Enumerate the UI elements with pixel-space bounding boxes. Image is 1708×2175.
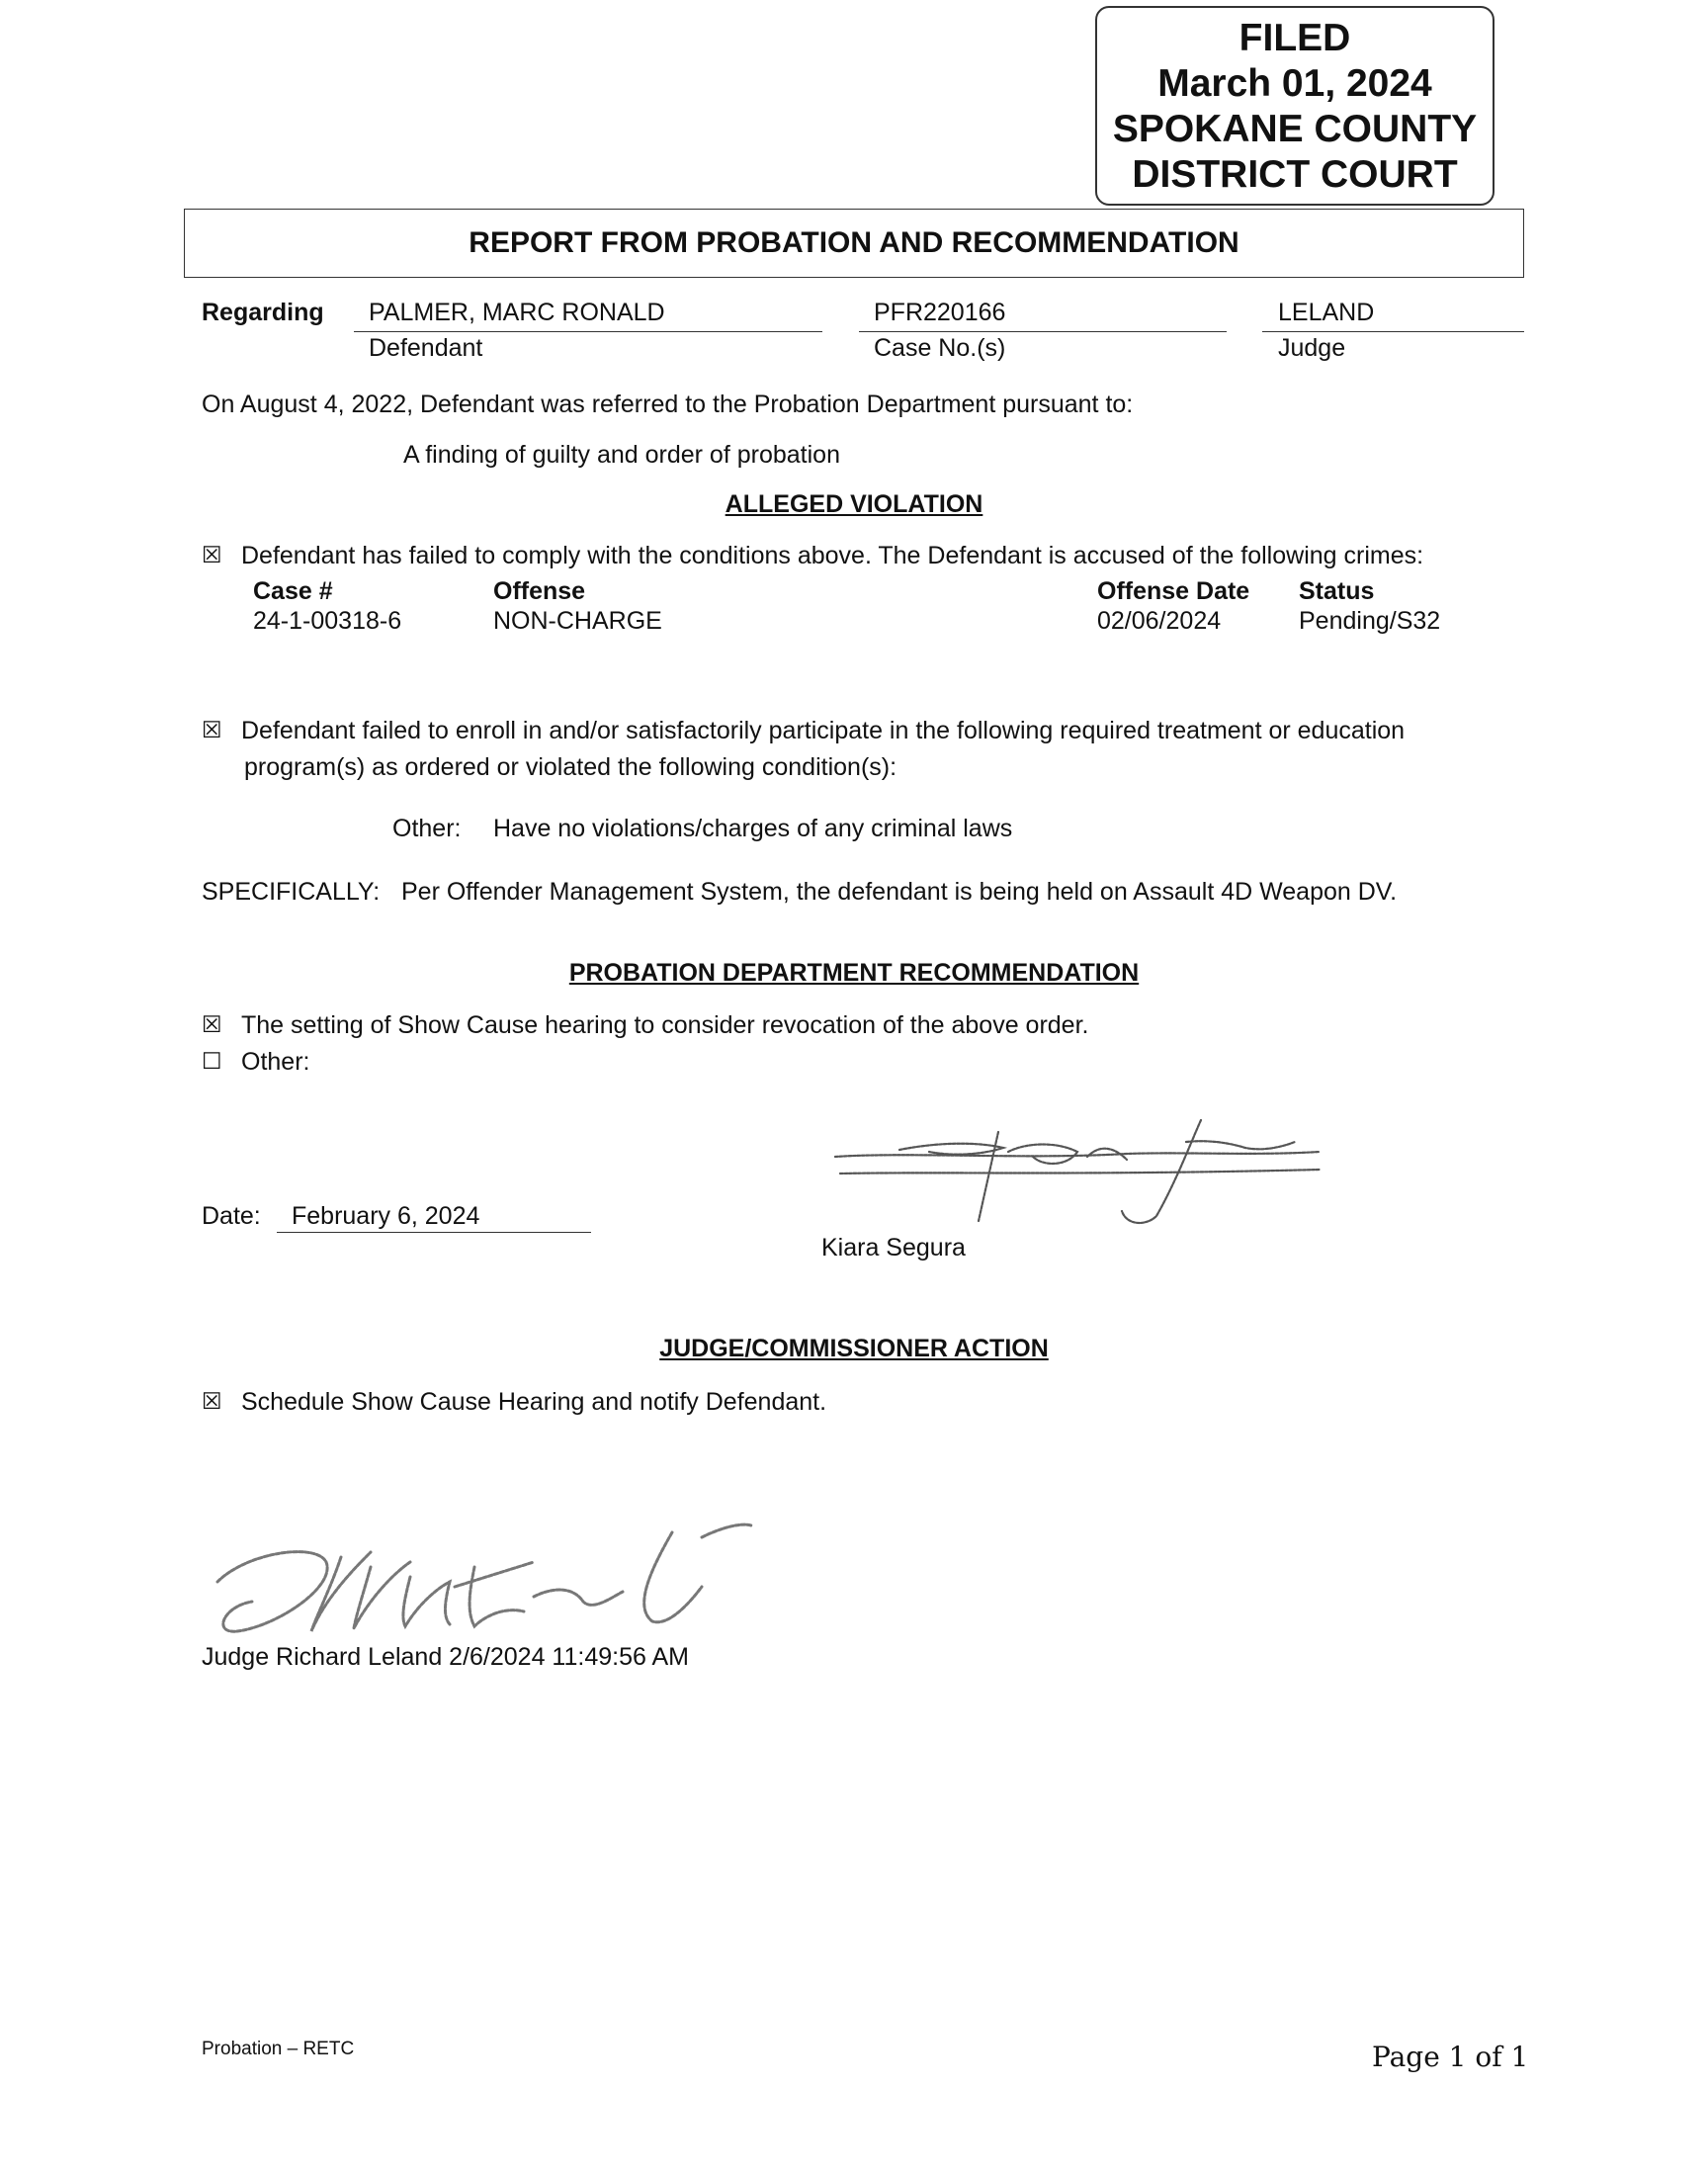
footer-form-code: Probation – RETC — [202, 2039, 355, 2059]
judge-line — [1262, 331, 1524, 332]
violation-item-2-line-2: program(s) as ordered or violated the following condition(s): — [244, 753, 897, 781]
filed-stamp — [1095, 6, 1494, 206]
judge-label: Judge — [1278, 334, 1346, 362]
recommendation-item-2: Other: — [241, 1048, 310, 1076]
recommendation-heading: PROBATION DEPARTMENT RECOMMENDATION — [568, 959, 1140, 987]
violation-item-2-line-1: Defendant failed to enroll in and/or satisfactorily participate in the following required treatment or education — [241, 717, 1406, 744]
recommendation-checkbox-2[interactable]: ☐ — [202, 1049, 222, 1075]
case-number-line — [859, 331, 1227, 332]
regarding-label: Regarding — [202, 299, 324, 326]
judge-signature-line: Judge Richard Leland 2/6/2024 11:49:56 AM — [202, 1643, 689, 1671]
alleged-violation-heading: ALLEGED VIOLATION — [725, 490, 983, 518]
table-cell-status: Pending/S32 — [1299, 607, 1441, 635]
recommendation-item-1: The setting of Show Cause hearing to consider revocation of the above order. — [241, 1011, 1089, 1039]
judge-value: LELAND — [1278, 299, 1375, 326]
other-condition-value: Have no violations/charges of any criminal laws — [493, 815, 1013, 842]
judge-action-checkbox[interactable]: ☒ — [202, 1389, 222, 1415]
table-header-status: Status — [1299, 577, 1375, 605]
stamp-line-1: FILED — [1238, 17, 1351, 59]
violation-checkbox-1[interactable]: ☒ — [202, 543, 222, 568]
referral-basis: A finding of guilty and order of probation — [403, 441, 840, 469]
defendant-value: PALMER, MARC RONALD — [369, 299, 665, 326]
other-condition-label: Other: — [392, 815, 462, 842]
table-header-offense-date: Offense Date — [1097, 577, 1250, 605]
defendant-line — [354, 331, 822, 332]
officer-name: Kiara Segura — [821, 1234, 966, 1262]
table-cell-offense-date: 02/06/2024 — [1097, 607, 1222, 635]
referral-intro: On August 4, 2022, Defendant was referred to the Probation Department pursuant to: — [202, 391, 1134, 418]
judge-action-heading: JUDGE/COMMISSIONER ACTION — [659, 1335, 1049, 1362]
table-header-offense: Offense — [493, 577, 586, 605]
judge-signature — [208, 1518, 761, 1646]
date-line — [277, 1232, 591, 1233]
footer-page-number: Page 1 of 1 — [1372, 2041, 1529, 2073]
case-number-value: PFR220166 — [874, 299, 1006, 326]
violation-checkbox-2[interactable]: ☒ — [202, 718, 222, 743]
date-value: February 6, 2024 — [292, 1202, 480, 1230]
table-cell-case: 24-1-00318-6 — [253, 607, 402, 635]
officer-signature — [830, 1112, 1324, 1231]
stamp-line-4: DISTRICT COURT — [1132, 153, 1458, 196]
recommendation-checkbox-1[interactable]: ☒ — [202, 1012, 222, 1038]
date-label: Date: — [202, 1202, 261, 1230]
defendant-label: Defendant — [369, 334, 483, 362]
judge-action-item: Schedule Show Cause Hearing and notify Defendant. — [241, 1388, 827, 1416]
document-title: REPORT FROM PROBATION AND RECOMMENDATION — [184, 209, 1524, 278]
stamp-line-2: March 01, 2024 — [1157, 62, 1432, 105]
violation-item-1: Defendant has failed to comply with the conditions above. The Defendant is accused of the following crimes: — [241, 542, 1424, 569]
case-number-label: Case No.(s) — [874, 334, 1006, 362]
stamp-line-3: SPOKANE COUNTY — [1112, 108, 1478, 150]
table-header-case: Case # — [253, 577, 333, 605]
table-cell-offense: NON-CHARGE — [493, 607, 662, 635]
specifically-label: SPECIFICALLY: — [202, 878, 381, 906]
specifically-value: Per Offender Management System, the defendant is being held on Assault 4D Weapon DV. — [401, 878, 1398, 906]
